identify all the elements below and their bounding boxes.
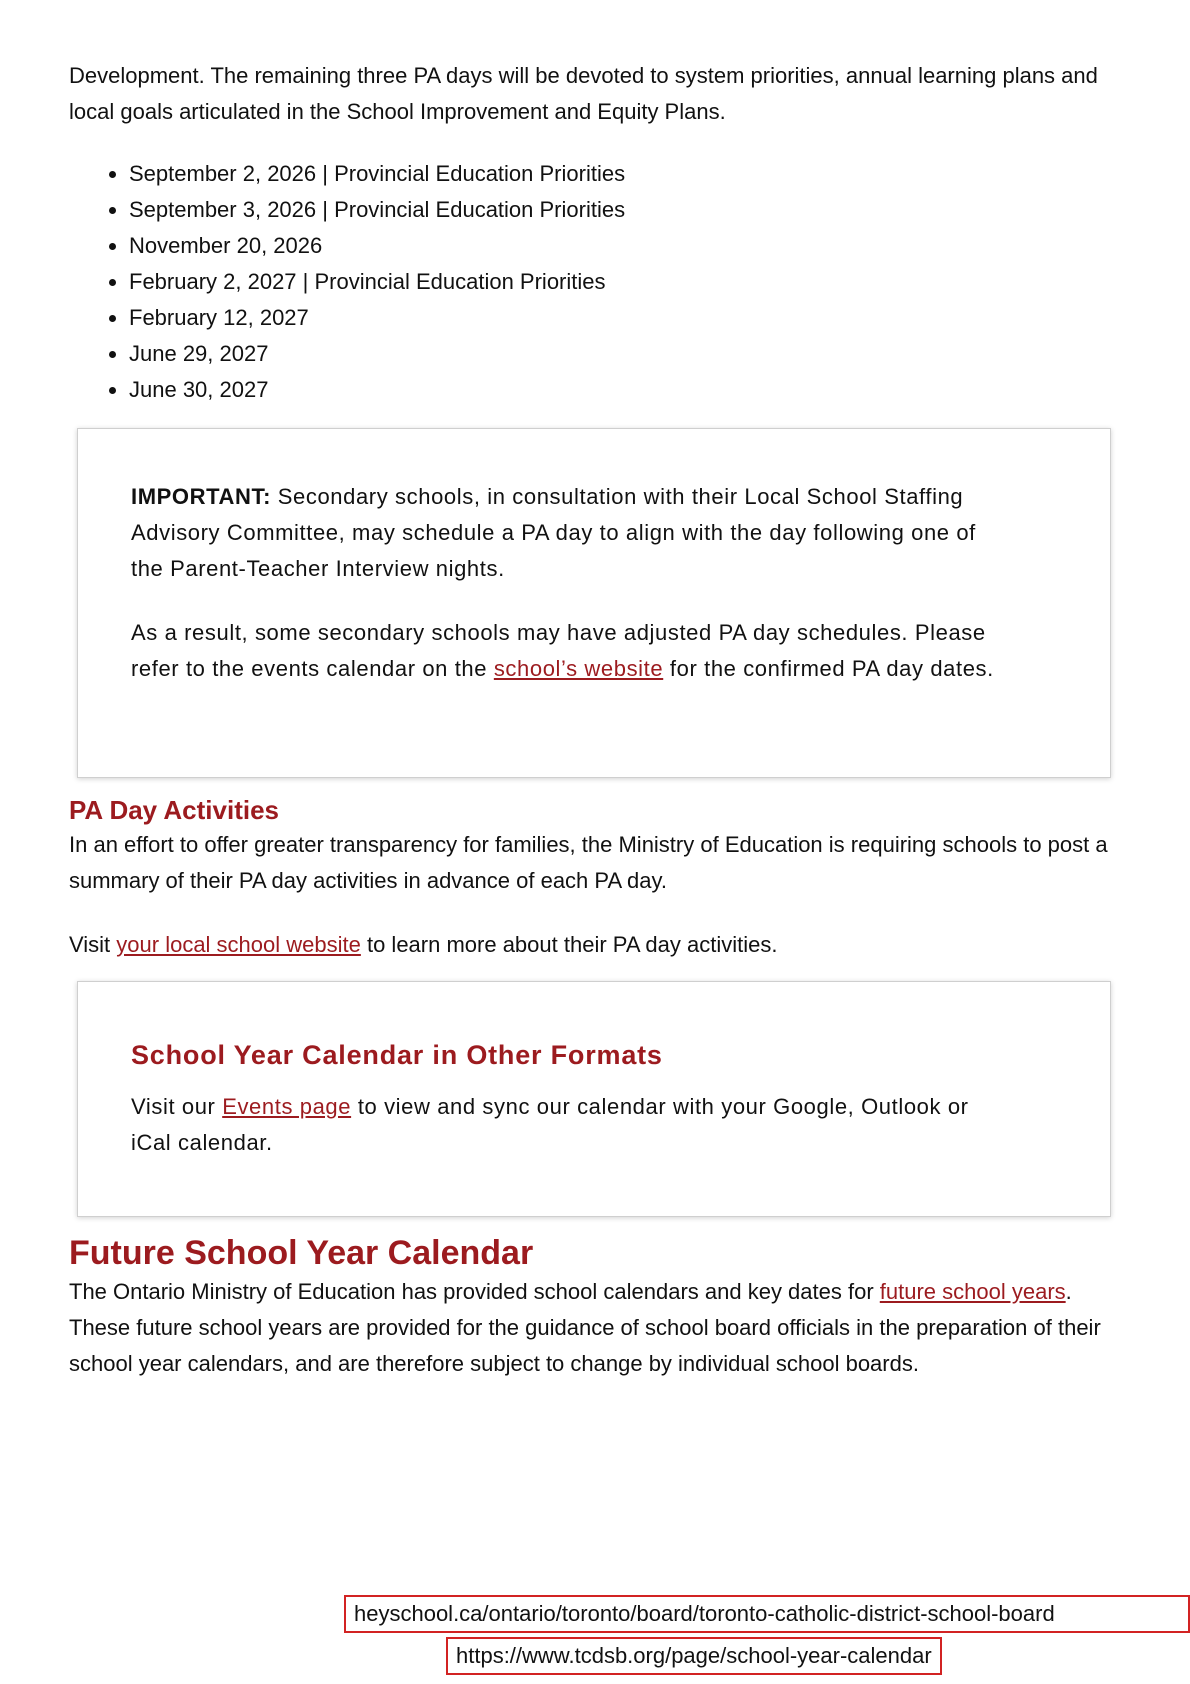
future-paragraph [69, 1274, 1129, 1382]
adjusted-text-after: for the confirmed PA day dates. [663, 656, 994, 681]
list-item: • September 3, 2026 | Provincial Education Priorities [129, 192, 1129, 228]
source-url-heyschool: heyschool.ca/ontario/toronto/board/toronto-catholic-district-school-board [344, 1595, 1190, 1633]
pa-day-activities-heading: PA Day Activities [69, 795, 280, 825]
future-text-before: The Ontario Ministry of Education has provided school calendars and key dates for [69, 1279, 880, 1304]
adjusted-schedule-paragraph [131, 615, 1000, 687]
other-formats-callout [77, 981, 1111, 1217]
adjusted-text-before: As a result, some secondary schools may have adjusted PA day schedules. Please refer to the events calendar on the [131, 620, 986, 681]
activities-paragraph: In an effort to offer greater transparency for families, the Ministry of Education is requiring schools to post a summary of their PA day activities in advance of each PA day. [69, 832, 1108, 893]
formats-text-after: to view and sync our calendar with your Google, Outlook or iCal calendar. [131, 1094, 969, 1155]
list-item: • June 29, 2027 [129, 336, 1129, 372]
formats-text-before: Visit our [131, 1094, 223, 1119]
important-label: IMPORTANT: [131, 484, 272, 509]
important-text: Secondary schools, in consultation with their Local School Staffing Advisory Committee, may schedule a PA day to align with the day following one of the Parent-Teacher Interview nights. [131, 484, 976, 581]
important-paragraph [131, 479, 1000, 587]
pa-dates-list [69, 156, 1129, 408]
list-item: • February 12, 2027 [129, 300, 1129, 336]
visit-text-after: to learn more about their PA day activities. [360, 932, 778, 957]
future-text-after: . These future school years are provided for the guidance of school board officials in the preparation of their school year calendars, and are therefore subject to change by individual school boards. [69, 1279, 1101, 1376]
future-school-years-link[interactable]: future school years [879, 1279, 1066, 1304]
other-formats-paragraph [131, 1089, 1000, 1161]
page-content [69, 58, 1129, 1382]
intro-paragraph: Development. The remaining three PA days will be devoted to system priorities, annual learning plans and local goals articulated in the School Improvement and Equity Plans. [69, 63, 1098, 124]
other-formats-heading: School Year Calendar in Other Formats [131, 1040, 663, 1070]
visit-text-before: Visit [69, 932, 117, 957]
events-page-link[interactable]: Events page [222, 1094, 352, 1119]
source-url-tcdsb: https://www.tcdsb.org/page/school-year-calendar [446, 1637, 942, 1675]
list-item: • November 20, 2026 [129, 228, 1129, 264]
future-calendar-heading: Future School Year Calendar [69, 1234, 534, 1272]
list-item: • June 30, 2027 [129, 372, 1129, 408]
local-school-website-link[interactable]: your local school website [116, 932, 361, 957]
important-callout [77, 428, 1111, 778]
list-item: • February 2, 2027 | Provincial Education Priorities [129, 264, 1129, 300]
school-website-link[interactable]: school’s website [493, 656, 664, 681]
list-item: • September 2, 2026 | Provincial Education Priorities [129, 156, 1129, 192]
visit-local-school-paragraph [69, 927, 1129, 963]
